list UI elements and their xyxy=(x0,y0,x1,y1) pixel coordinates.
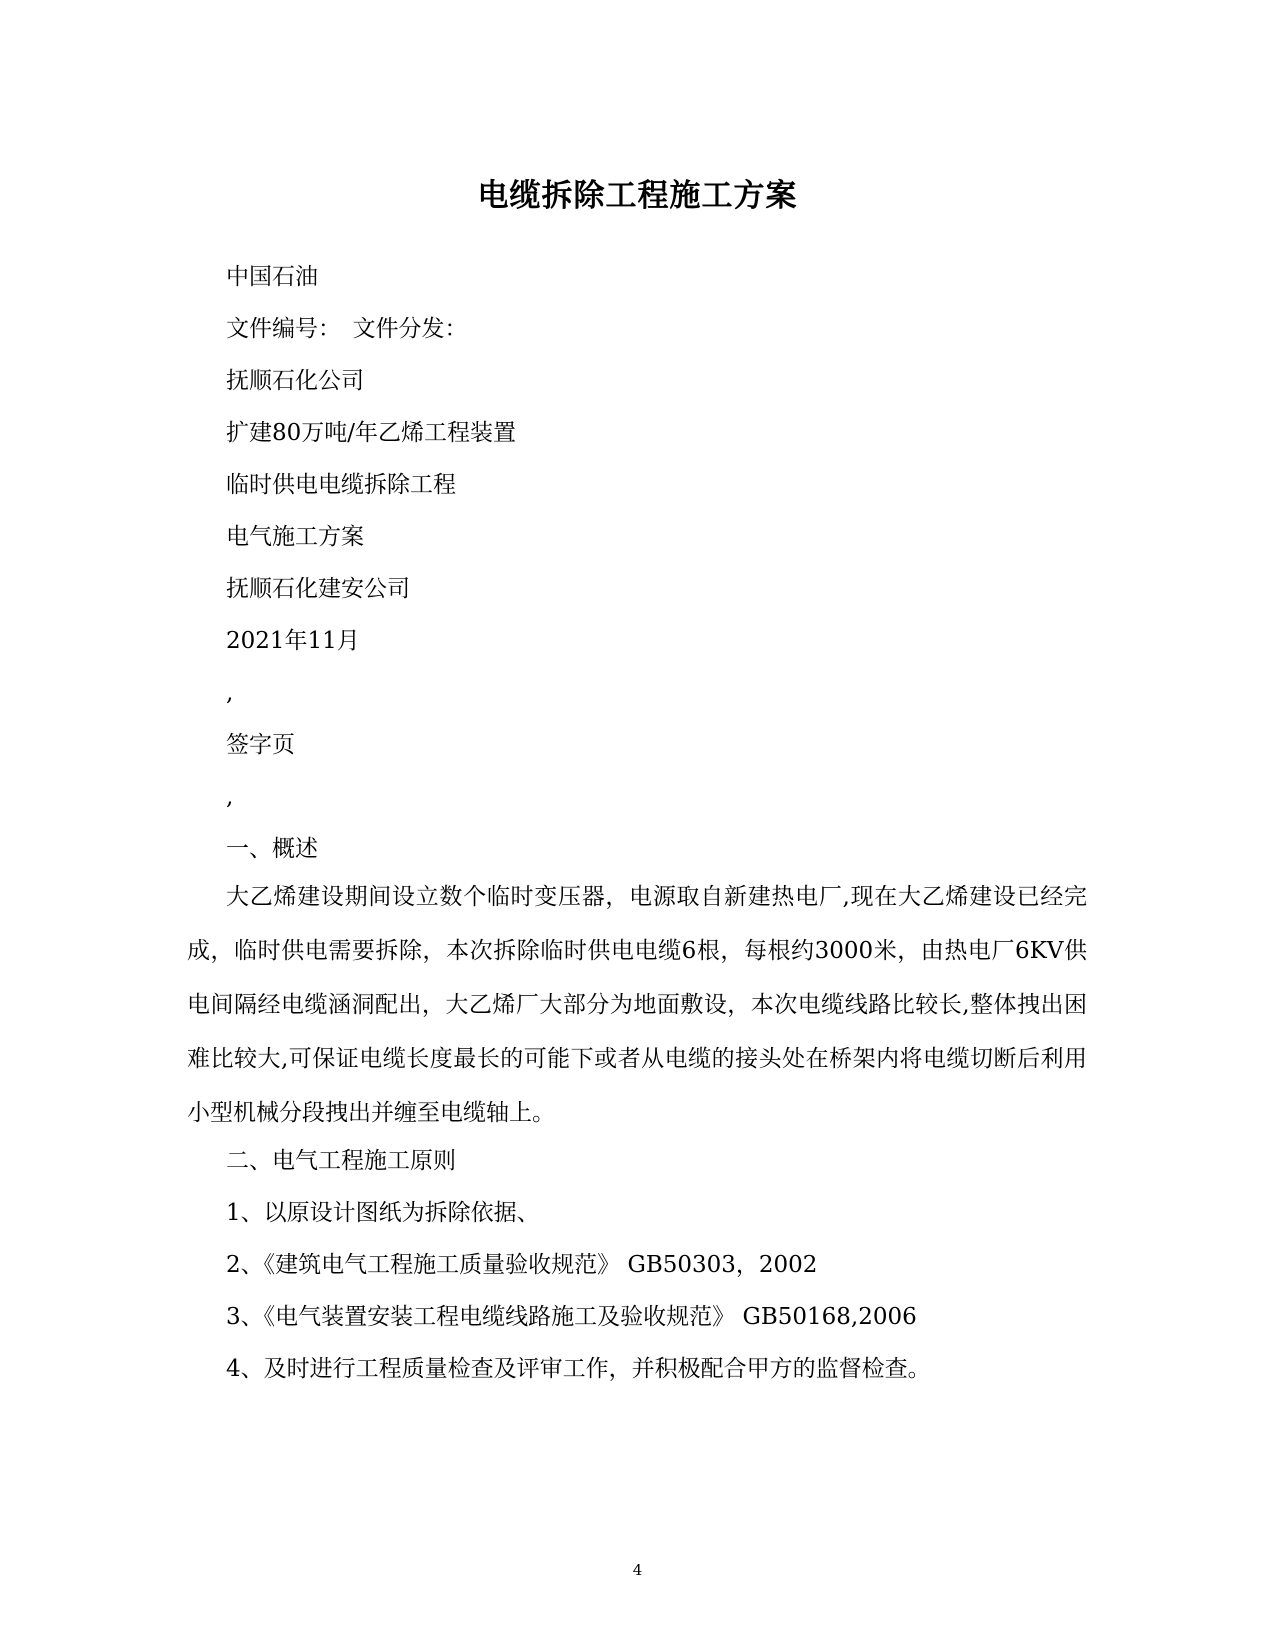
company-line: 中国石油 xyxy=(226,264,318,290)
separator-mark: , xyxy=(226,680,234,706)
subproject-line: 临时供电电缆拆除工程 xyxy=(226,472,456,498)
principle-item: 3、《电气装置安装工程电缆线路施工及验收规范》 GB50168,2006 xyxy=(226,1304,917,1330)
principle-item: 4、及时进行工程质量检查及评审工作，并积极配合甲方的监督检查。 xyxy=(226,1356,931,1382)
plan-type-line: 电气施工方案 xyxy=(226,524,364,550)
principle-item: 2、《建筑电气工程施工质量验收规范》 GB50303，2002 xyxy=(226,1252,818,1278)
document-title: 电缆拆除工程施工方案 xyxy=(477,178,798,214)
date-line: 2021年11月 xyxy=(226,628,360,654)
section-heading-principles: 二、电气工程施工原则 xyxy=(226,1148,456,1174)
subsidiary-line: 抚顺石化公司 xyxy=(226,368,364,394)
file-number-line: 文件编号： 文件分发： xyxy=(226,316,468,342)
overview-paragraph: 大乙烯建设期间设立数个临时变压器，电源取自新建热电厂,现在大乙烯建设已经完成，临时供电需要拆除，本次拆除临时供电电缆6根，每根约3000米，由热电厂6KV供电间隔经电缆涵洞配出，大乙烯厂大部分为地面敷设，本次电缆线路比较长,整体拽出困难比较大,可保证电缆长度最长的可能下或者从电缆的接头处在桥架内将电缆切断后利用小型机械分段拽出并缠至电缆轴上。 xyxy=(187,884,1087,1126)
principle-item: 1、以原设计图纸为拆除依据、 xyxy=(226,1200,540,1226)
signature-page-label: 签字页 xyxy=(226,732,295,758)
page-number: 4 xyxy=(632,1561,643,1579)
project-line: 扩建80万吨/年乙烯工程装置 xyxy=(226,420,517,446)
contractor-line: 抚顺石化建安公司 xyxy=(226,576,410,602)
separator-mark: , xyxy=(226,784,234,810)
section-heading-overview: 一、概述 xyxy=(226,836,318,862)
